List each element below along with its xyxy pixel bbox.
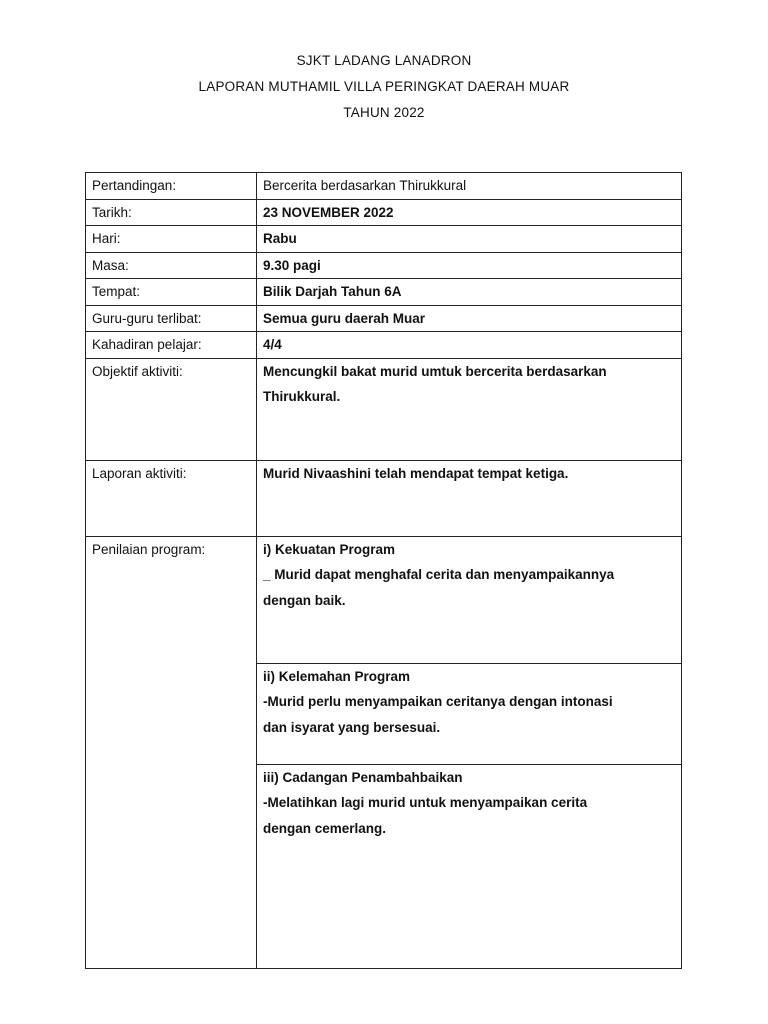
row-laporan	[86, 460, 682, 536]
kelemahan-heading: ii) Kelemahan Program	[263, 668, 411, 684]
cadangan-heading: iii) Cadangan Penambahbaikan	[263, 769, 463, 785]
label-objektif: Objektif aktiviti:	[86, 358, 257, 460]
label-hari: Hari:	[86, 226, 257, 253]
row-hari	[86, 226, 682, 253]
kekuatan-heading: i) Kekuatan Program	[263, 541, 396, 557]
value-hari: Rabu	[257, 226, 682, 253]
value-objektif	[257, 358, 682, 460]
label-tempat: Tempat:	[86, 279, 257, 306]
row-masa	[86, 252, 682, 279]
label-kehadiran: Kahadiran pelajar:	[86, 332, 257, 359]
row-kehadiran	[86, 332, 682, 359]
row-tarikh	[86, 199, 682, 226]
label-guru: Guru-guru terlibat:	[86, 305, 257, 332]
value-masa: 9.30 pagi	[257, 252, 682, 279]
report-table	[85, 172, 682, 969]
penilaian-kekuatan	[257, 536, 682, 663]
kekuatan-line-1: _ Murid dapat menghafal cerita dan menyampaikannya	[263, 567, 615, 582]
report-year: TAHUN 2022	[343, 105, 425, 120]
label-laporan: Laporan aktiviti:	[86, 460, 257, 536]
label-penilaian: Penilaian program:	[86, 536, 257, 968]
row-objektif	[86, 358, 682, 460]
value-laporan: Murid Nivaashini telah mendapat tempat ketiga.	[257, 460, 682, 536]
row-pertandingan	[86, 173, 682, 200]
value-kehadiran: 4/4	[257, 332, 682, 359]
label-masa: Masa:	[86, 252, 257, 279]
value-tempat: Bilik Darjah Tahun 6A	[257, 279, 682, 306]
label-tarikh: Tarikh:	[86, 199, 257, 226]
objektif-line-1: Mencungkil bakat murid umtuk bercerita berdasarkan	[263, 363, 607, 379]
penilaian-kelemahan	[257, 663, 682, 764]
kekuatan-line-2: dengan baik.	[263, 592, 346, 608]
label-pertandingan: Pertandingan:	[86, 173, 257, 200]
school-name: SJKT LADANG LANADRON	[296, 53, 472, 68]
row-tempat	[86, 279, 682, 306]
value-pertandingan: Bercerita berdasarkan Thirukkural	[257, 173, 682, 200]
kelemahan-line-2: dan isyarat yang bersesuai.	[263, 719, 441, 735]
report-title: LAPORAN MUTHAMIL VILLA PERINGKAT DAERAH MUAR	[198, 79, 570, 94]
cadangan-line-1: -Melatihkan lagi murid untuk menyampaikan cerita	[263, 795, 588, 810]
row-penilaian-kekuatan	[86, 536, 682, 663]
value-guru: Semua guru daerah Muar	[257, 305, 682, 332]
kelemahan-line-1: -Murid perlu menyampaikan ceritanya dengan intonasi	[263, 694, 613, 709]
penilaian-cadangan	[257, 764, 682, 968]
cadangan-line-2: dengan cemerlang.	[263, 820, 387, 836]
row-guru	[86, 305, 682, 332]
objektif-line-2: Thirukkural.	[263, 389, 341, 404]
value-tarikh: 23 NOVEMBER 2022	[257, 199, 682, 226]
